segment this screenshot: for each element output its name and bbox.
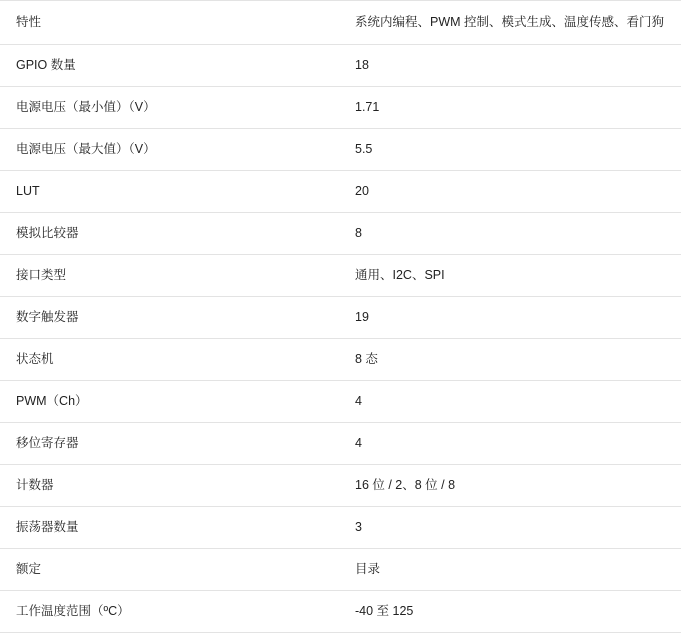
row-label: 接口类型 xyxy=(16,268,67,282)
row-value: 通用、I2C、SPI xyxy=(355,268,445,282)
row-label: 数字触发器 xyxy=(16,310,79,324)
row-value: 20 xyxy=(355,184,369,198)
row-value: 5.5 xyxy=(355,142,373,156)
row-label: 计数器 xyxy=(16,478,54,492)
row-label: 工作温度范围（ºC） xyxy=(16,604,130,618)
row-label: GPIO 数量 xyxy=(16,58,76,72)
table-row xyxy=(0,423,681,465)
row-value: 1.71 xyxy=(355,100,380,114)
row-value: 8 xyxy=(355,226,362,240)
row-label: 移位寄存器 xyxy=(16,436,79,450)
table-row xyxy=(0,129,681,171)
table-row xyxy=(0,297,681,339)
row-label: 振荡器数量 xyxy=(16,520,79,534)
table-row xyxy=(0,381,681,423)
row-value: 系统内编程、PWM 控制、模式生成、温度传感、看门狗 xyxy=(355,15,665,29)
table-row xyxy=(0,255,681,297)
table-row xyxy=(0,1,681,45)
row-label: 状态机 xyxy=(16,352,54,366)
row-label: 电源电压（最大值）（V） xyxy=(16,142,156,156)
row-label: 特性 xyxy=(16,15,42,29)
table-row xyxy=(0,87,681,129)
row-value: 8 态 xyxy=(355,352,378,366)
row-value: 4 xyxy=(355,394,362,408)
row-label: 模拟比较器 xyxy=(16,226,79,240)
row-label: 电源电压（最小值）（V） xyxy=(16,100,156,114)
row-value: 目录 xyxy=(355,562,381,576)
row-value: 18 xyxy=(355,58,369,72)
table-row xyxy=(0,507,681,549)
table-row xyxy=(0,549,681,591)
table-row xyxy=(0,465,681,507)
row-value: 16 位 / 2、8 位 / 8 xyxy=(355,478,456,492)
specifications-table-body xyxy=(0,1,681,633)
row-label: LUT xyxy=(16,184,40,198)
row-value: 19 xyxy=(355,310,369,324)
row-value: 4 xyxy=(355,436,362,450)
row-label: 额定 xyxy=(16,562,42,576)
table-row xyxy=(0,339,681,381)
row-value: 3 xyxy=(355,520,362,534)
row-label: PWM（Ch） xyxy=(16,394,88,408)
table-row xyxy=(0,213,681,255)
row-value: -40 至 125 xyxy=(355,604,414,618)
table-row xyxy=(0,591,681,633)
table-row xyxy=(0,171,681,213)
table-row xyxy=(0,45,681,87)
